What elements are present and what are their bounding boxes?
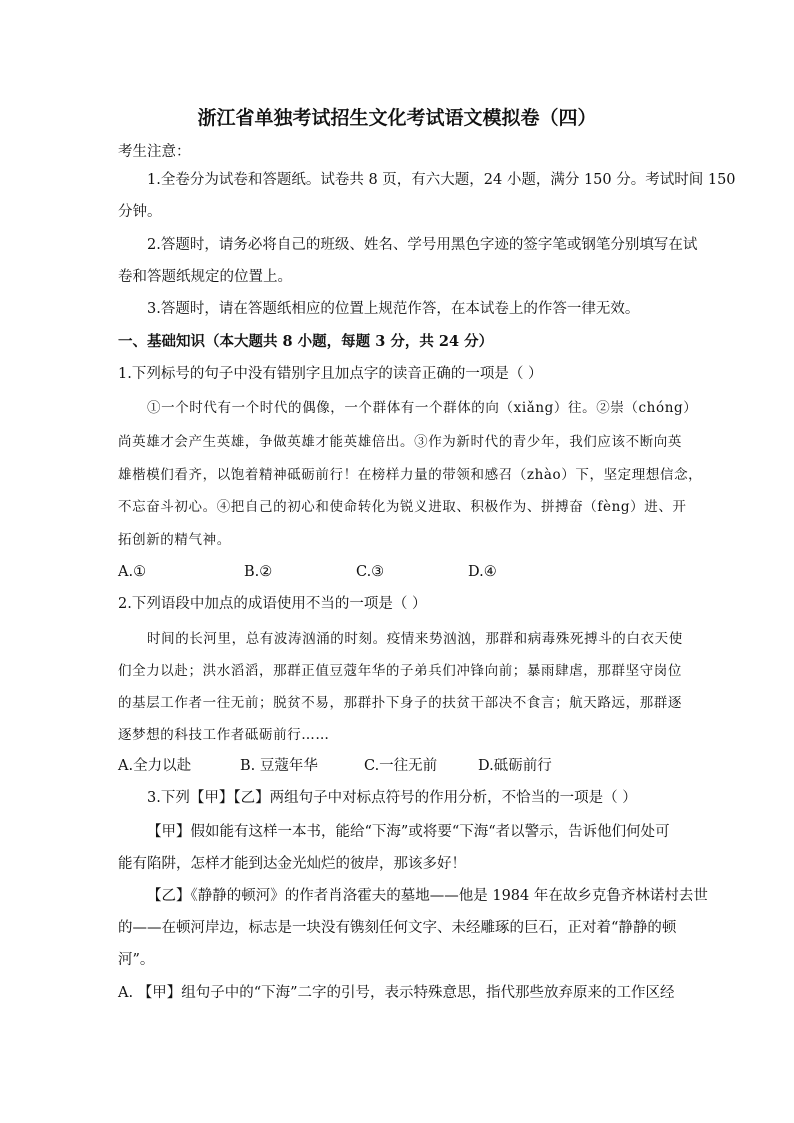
question-1-passage-line: ①一个时代有一个时代的偶像，一个群体有一个群体的向（xiǎng）往。②崇（chóng） [147, 400, 698, 416]
section-1-heading: 一、基础知识（本大题共 8 小题，每题 3 分，共 24 分） [118, 333, 494, 350]
question-2-passage-line: 时间的长河里，总有波涛汹涌的时刻。疫情来势汹汹，那群和病毒殊死搏斗的白衣天使 [147, 631, 683, 647]
question-2-passage-line: 逐梦想的科技工作者砥砺前行…… [118, 727, 330, 743]
question-2-stem: 2.下列语段中加点的成语使用不当的一项是（ ） [118, 596, 427, 612]
question-3-stem: 3.下列【甲】【乙】两组句子中对标点符号的作用分析，不恰当的一项是（ ） [147, 790, 637, 806]
question-3-yi-cont: 的——在顿河岸边，标志是一块没有镌刻任何文字、未经雕琢的巨石，正对着“静静的顿 [118, 920, 677, 936]
question-2-option-d: D.砥砺前行 [478, 758, 552, 774]
question-1-passage-line: 尚英雄才会产生英雄，争做英雄才能英雄倍出。③作为新时代的青少年，我们应该不断向英 [118, 434, 682, 450]
notice-item-2-cont: 卷和答题纸规定的位置上。 [118, 269, 292, 285]
notice-item-1: 1.全卷分为试卷和答题纸。试卷共 8 页，有六大题，24 小题，满分 150 分。考试时间 150 [147, 172, 736, 188]
page-title: 浙江省单独考试招生文化考试语文模拟卷（四） [197, 107, 597, 129]
question-1-option-d: D.④ [468, 564, 497, 580]
notice-item-1-cont: 分钟。 [118, 204, 162, 220]
question-3-jia: 【甲】假如能有这样一本书，能给“下海”或将要“下海“者以警示，告诉他们何处可 [147, 824, 670, 840]
question-1-passage-line: 雄楷模们看齐，以饱着精神砥砺前行！在榜样力量的带领和感召（zhào）下，坚定理想信念， [118, 467, 703, 483]
question-3-option-a: A. 【甲】组句子中的“下海”二字的引号，表示特殊意思，指代那些放弃原来的工作区经 [118, 985, 675, 1001]
question-2-option-b: B. 豆蔻年华 [240, 758, 318, 774]
question-1-passage-line: 不忘奋斗初心。④把自己的初心和使命转化为锐义进取、积极作为、拼搏奋（fèng）进、开 [118, 499, 687, 515]
question-1-option-c: C.③ [356, 564, 385, 580]
question-1-option-b: B.② [244, 564, 273, 580]
question-3-jia-cont: 能有陷阱，怎样才能到达金光灿烂的彼岸，那该多好！ [118, 856, 466, 872]
notice-heading: 考生注意： [118, 144, 191, 160]
notice-item-2: 2.答题时，请务必将自己的班级、姓名、学号用黑色字迹的签字笔或钢笔分别填写在试 [147, 237, 698, 253]
question-3-yi-cont: 河”。 [118, 952, 155, 968]
question-1-stem: 1.下列标号的句子中没有错别字且加点字的读音正确的一项是（ ） [118, 366, 543, 382]
question-1-passage-line: 拓创新的精气神。 [118, 532, 231, 548]
question-3-yi: 【乙】《静静的顿河》的作者肖洛霍夫的墓地——他是 1984 年在故乡克鲁齐林诺村去世 [147, 888, 708, 904]
question-1-option-a: A.① [118, 564, 147, 580]
question-2-passage-line: 们全力以赴；洪水滔滔，那群正值豆蔻年华的子弟兵们冲锋向前；暴雨肆虐，那群坚守岗位 [118, 663, 682, 679]
question-2-passage-line: 的基层工作者一往无前；脱贫不易，那群扑下身子的扶贫干部决不食言；航天路远，那群逐 [118, 695, 682, 711]
notice-item-3: 3.答题时，请在答题纸相应的位置上规范作答，在本试卷上的作答一律无效。 [147, 301, 640, 317]
question-2-option-a: A.全力以赴 [118, 758, 192, 774]
question-2-option-c: C.一往无前 [364, 758, 438, 774]
